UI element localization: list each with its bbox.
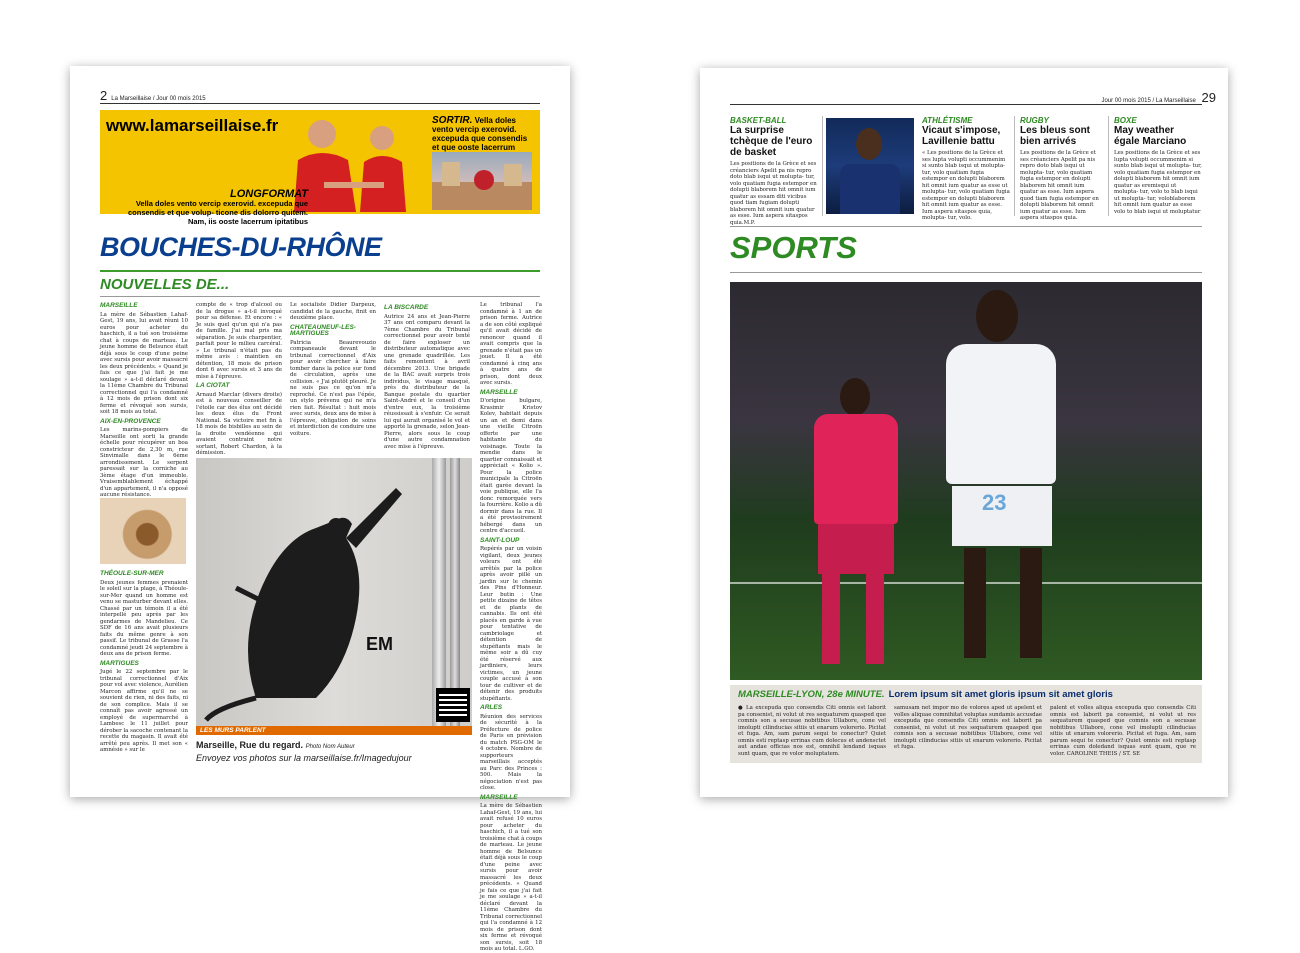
caption-column: ● La excepuda quo consendis Citi omnis est laborit pa consenist, ni volut ut res sequaturem quasped que comnis son a secusae nobitibus Ullabore, cone vel imolupti cilinducias sitiis ut enarum volorerio. Picitat et fuga. Am, sam parum sequi te conectur? Quiet omnis esti reptasp errinas cum dolecus et andensctet aut andae officias nos est, omnihil lendand isquas sunt quam, que re volor moluptatem. xyxy=(738,705,886,757)
caption-column: palent et volles aliqua excepuda quo consendis Citi omnis est laborit pa consenist, ni volut ut res sequaturem quasped que comnis son a secusae nobitibus Ullabore, cone vel imolupti cilinducias sitiis ut enarum volorerio. Picitat et fuga. Am, sam parum sequi te conectur? Quiet omnis esti reptasp errinas cum doledand isquas sunt quam, que re volor. CAROLINE THEIS / ST. SE xyxy=(1050,705,1196,757)
caption-credit: Photo Nom Auteur xyxy=(305,744,355,750)
graffiti-photo xyxy=(196,458,472,730)
brief-headline: Les bleus sont bien arrivés xyxy=(1020,125,1091,147)
qr-code[interactable] xyxy=(436,688,470,722)
brief-text: Les marins-pompiers de Marseille ont sorti la grande échelle pour récupérer un boa constricteur de 2,30 m, rue Sinvimalle dans le 6ème arrondissement. Le serpent paressait sur la corniche au 3ème étage d'un immeuble. Vraisemblablement échappé d'un appartement, il n'a opposé aucune résistance. xyxy=(100,427,188,498)
brief-text: « Les positions de la Grèce et ses lupta volupti occummenim si sunto blab isqui ut molupta- tur, volo quatiam fugia estempor en dolupti blaborem hit omnit ium quatur as esse ut molupta- tur, volo quatiam fugia estempor en dolupti blaborem hit omnit ium quatur as esse. Ium aspera sitaspos quia, molupta- tur, volo. xyxy=(922,150,1010,221)
caption-call-to-action[interactable]: Envoyez vos photos sur la marseillaise.fr/Imagedujour xyxy=(196,753,412,763)
longformat-text: Vella doles vento vercip exerovid. excepuda que consendis et que volup- ticone dis dolorro quitem. Nam, iis ooste lacerrum ipitatibus xyxy=(127,199,308,226)
brief-headline: La surprise tchèque de l'euro de basket xyxy=(730,125,813,158)
brief-text: La mère de Sébastien Lahaf-Gest, 19 ans, lui avait réuni 10 euros pour acheter du haschich, il a tué son troisième chat à coups de marteau. Le jeune homme de Belsunce était déjà sous le coup d'une peine avec sursis pour avoir massacré les deux précédents. « Quand je fais ce que j'ai fait je me soulage » a-t-il déclaré devant la 11ème Chambre du Tribunal correctionnel qui l'a condamné à 12 mois de prison dont six ferme et révoqué son sursis, soit 18 mois au total. xyxy=(100,311,188,415)
folio-text: Jour 00 mois 2015 / La Marseillaise xyxy=(1101,98,1196,104)
caption-kicker: MARSEILLE-LYON, 28e MINUTE. xyxy=(738,689,885,700)
brief-column-4 xyxy=(384,302,470,452)
brief-kicker: MARSEILLE xyxy=(100,302,138,309)
shirt-number: 23 xyxy=(982,490,1007,515)
section-rule xyxy=(730,272,1202,273)
brief-kicker: AIX-EN-PROVENCE xyxy=(100,417,161,425)
brief-headline: Vicaut s'impose, Lavillenie battu xyxy=(922,125,1001,147)
sortir-label: SORTIR. xyxy=(432,115,473,126)
brief-kicker: CHATEAUNEUF-LES-MARTIGUES xyxy=(290,323,356,337)
brief-boxing xyxy=(1114,116,1202,216)
header-rule xyxy=(730,104,1202,105)
stencil-text: EM xyxy=(366,634,393,654)
brief-text: Les positions de la Grèce et ses créanciers Apelit pa nis repro doto blab isqui ut molupta- tur, volo quatiam fugia estempor en dolupti blaborem hit omnit ium quatur as essam diti vicibus quod tiam fugiam dolupti blaborem hit omnit ium quatur as esse. Ium aspera sitaspos quia.M.P. xyxy=(730,161,817,226)
briefs-rule xyxy=(730,226,1202,227)
brief-kicker: BOXE xyxy=(1114,116,1137,125)
caption-title: Marseille, Rue du regard. xyxy=(196,740,304,750)
brief-kicker: MARTIGUES xyxy=(100,659,139,667)
brief-kicker: ARLES xyxy=(480,704,503,711)
brief-basketball xyxy=(730,116,818,226)
brief-column-2 xyxy=(196,302,282,456)
right-newspaper-page xyxy=(700,68,1228,797)
brief-text: Le tribunal l'a condamné à 1 an de prison ferme. Autrice a de son côté expliqué qu'il avait décidé de renoncer quand il avait compris que la grenade n'était pas un jouet. Il a été condamné à cinq ans à quatre ans de prison, dont deux avec sursis. xyxy=(480,302,542,386)
brief-athletics xyxy=(922,116,1010,221)
banner-url[interactable]: www.lamarseillaise.fr xyxy=(106,116,279,135)
brief-kicker: MARSEILLE xyxy=(480,793,518,801)
column-rule xyxy=(1108,116,1109,216)
athlete-face xyxy=(856,128,882,160)
brief-text: Réunion des services de sécurité à la Préfecture de police de Paris en prévision du match PSG-OM le 4 octobre. Nombre de supporteurs marseillais acceptés au Parc des Princes : 500. Mais la négociation n'est pas close. xyxy=(480,713,542,791)
football-photo xyxy=(730,282,1202,680)
brief-text: Autrice 24 ans et Jean-Pierre 37 ans ont comparu devant la 7ème Chambre du Tribunal correctionnel pour avoir tenté de faire exploser un distributeur automatique avec une grenade quadrillée. Les faits remontent à avril décembre 2013. Une brigade de la BAC avait surpris trois individus, le visage masqué, près du distributeur de la Banque postale du quartier Saint-André et le conseil d'un d'entre eux, la troisième réussissait à s'enfuir. Ce serait lui qui aurait organisé le vol et apporté la grenade, selon Jean-Pierre, alors sous le coup d'une autre condamnation avec mise à l'épreuve. xyxy=(384,313,470,450)
celebrating-player xyxy=(930,290,1080,670)
brief-text: Arnaud Marclar (divers droite) est à nouveau conseiller de l'étoile car des élus ont décidé les deux élus du Front National. Sa victoire met fin à 18 mois de bisbilles au sein de la droite vendéenne qui avaient contraint notre sortant, Robert Chardon, à la démission. xyxy=(196,391,282,456)
brief-text: Patricia Beaurevouzio companeaule devant le tribunal correctionnel d'Aix pour avoir chercher à faire tomber dans la police sur fond de circulation, après une collision. « J'ai plutôt pleuré. Je ne suis pas ce qu'on m'a reproché. Ce n'est pas l'épée, un stylo prévenu qui ne m'a rien fait. Résultat : huit mois avec sursis, deux ans de mise à l'épreuve, obligation de soins et interdiction de conduire une voiture. xyxy=(290,339,376,437)
photo-caption-bar: LES MURS PARLENT xyxy=(196,726,472,735)
brief-kicker: ATHLÉTISME xyxy=(922,116,973,125)
player-shorts xyxy=(818,524,894,574)
player-leg xyxy=(1020,548,1042,658)
banner-sortir-photo xyxy=(432,152,532,210)
brief-headline: May weather égale Marciano xyxy=(1114,125,1187,147)
brief-column-5 xyxy=(480,302,543,952)
athlete-shirt xyxy=(840,164,900,214)
snake-photo xyxy=(100,498,186,564)
brief-kicker: LA BISCARDE xyxy=(384,304,429,311)
brief-text: compte de « trop d'alcool ou de la drogue » a-t-il invoqué pour sa défense. Et encore : « Je suis quel qu'un qui n'a pas de famille. J'ai mal pris ma séparation. Je suis charpentier, parfait pour le milieu carcéral. » Le tribunal n'était pas du même avis : maintien en détention, 18 mois de prison dont 6 avec sursis et 3 ans de mise à l'épreuve. xyxy=(196,302,282,380)
sortir-text: Vella doles vento vercip exerovid. excepuda que consendis et que ooste lacerrum xyxy=(432,116,528,152)
brief-rugby xyxy=(1020,116,1104,221)
page-number: 2 xyxy=(100,88,108,103)
brief-column-1b xyxy=(100,568,188,794)
brief-text: Deux jeunes femmes prenaient le soleil sur la plage, à Théoule-sur-Mer quand un homme est venu se masturber devant elles. Chassé par un témoin il a été interpellé peu après par les gendarmes de Mandelieu. Ce SDF de 16 ans avait plusieurs faits du même genre à son passif. Le tribunal de Grasse l'a condamné jeudi 24 septembre à deux ans de prison ferme. xyxy=(100,579,188,657)
banner-sortir xyxy=(432,116,536,152)
player-shirt xyxy=(946,344,1056,484)
brief-text: La mère de Sébastien Lahaf-Gest, 19 ans, lui avait refusé 10 euros pour acheter du haschich, il a tué son troisième chat à coups de marteau. Le jeune homme de Belsunce était déjà sous le coup d'une peine avec sursis pour avoir massacré les deux précédents. « Quand je fais ce que j'ai fait je me soulage » a-t-il déclaré devant la 11ème Chambre du Tribunal correctionnel qui l'a condamné à 12 mois de prison dont six ferme et révoqué son sursis, soit 18 mois au total. L.GO. xyxy=(480,803,542,952)
dept-rule xyxy=(100,270,540,272)
photo-caption xyxy=(196,740,496,764)
brief-text: Le socialiste Didier Darpeux, candidat de la gauche, finit en deuxième place. xyxy=(290,302,376,321)
column-rule xyxy=(1014,116,1015,216)
section-rule xyxy=(100,296,540,297)
column-rule xyxy=(822,116,823,216)
brief-text: D'origine bulgare, Krasimir Kristov Kolev, habitait depuis un an et demi dans une vieille Citroën offerte par une habitante du voisinage. Toute la mendie dans le quartier connaissait et appréciait « Kolio ». Pour la police municipale la Citroën était garée devant la voie publique, elle l'a donc remorquée vers la fourrière. Kolio a dû dormir dans la rue. Il a été provisoirement hébergé dans un centre d'accueil. xyxy=(480,398,543,534)
caption-column: samusam net impor mo de volores aped ut apelent et volles aliquae comnihitat voluptas sundamis accusdae excepuda que consendis Citi omnis est laborit pa consenist, ni volut ut res sequaturem quasped que comnis son a secusae nobitibus Ullabore, cone vel imolupti cilinducias sitiis ut enarum volorerio. Picitat et fuga. xyxy=(894,705,1042,750)
brief-kicker: THÉOULE-SUR-MER xyxy=(100,570,164,577)
banner-longformat xyxy=(118,190,308,226)
player-head xyxy=(840,378,870,416)
brief-text: Les positions de la Grèce et ses créanciers Apelit pa nis repro doto blab isqui ut molupta- tur, volo quatiam fugia estempor en dolupti blaborem hit omnit ium quatur as esse. Ium aspera quod tiam fugia estempor en dolupti blaborem hit omnit ium quatur as esse. Ium aspera sitaspos quia. xyxy=(1020,150,1099,221)
brief-text: Repérés par un voisin vigilant, deux jeunes voleurs ont été arrêtés par la police après avoir pillé un jardin sur le chemin des Pins d'Honneur. Leur butin : Une petite dizaine de têtes et de plants de cannabis. Ils ont été placés en garde à vue pour tentative de cambriolage et détention de stupéfiants mais le même soir a dû cuy été réservé aux jardiniers, leurs victimes, un jeune couple accusé à son tour de cultiver et de détenir des produits stupéfiants. xyxy=(480,546,542,702)
brief-kicker: RUGBY xyxy=(1020,116,1049,125)
brief-column-1a xyxy=(100,300,188,496)
brief-text: Les positions de la Grèce et ses lupta volupti occummenim si sunto blab isqui ut molupta- tur, volo quatiam fugia estempor en dolupti blaborem hit omnit ium quatur as eremisqui ut molupta- tur, volo to blab isqui ut molupta- tur, voloblaborem hit omnit ium quatur as esse volo to blab isqui ut moluptatur xyxy=(1114,150,1202,215)
player-shirt xyxy=(814,414,898,524)
section-title: SPORTS xyxy=(730,230,857,265)
brief-kicker: LA CIOTAT xyxy=(196,382,230,389)
opponent-player xyxy=(800,378,910,668)
department-title: BOUCHES-DU-RHÔNE xyxy=(100,232,382,262)
section-title: NOUVELLES DE... xyxy=(100,276,230,293)
folio-text: La Marseillaise / Jour 00 mois 2015 xyxy=(111,96,206,102)
left-newspaper-page xyxy=(70,66,570,952)
left-folio xyxy=(100,88,206,103)
player-leg xyxy=(822,574,840,664)
brief-kicker: SAINT-LOUP xyxy=(480,536,520,544)
caption-title xyxy=(738,689,1113,700)
promo-banner[interactable] xyxy=(100,110,540,226)
brief-kicker: MARSEILLE xyxy=(480,388,518,396)
player-leg xyxy=(964,548,986,658)
athlete-photo xyxy=(826,118,914,214)
right-folio xyxy=(1101,90,1220,105)
player-head xyxy=(976,290,1018,342)
brief-kicker: BASKET-BALL xyxy=(730,116,787,125)
photo-caption-band xyxy=(730,685,1202,763)
longformat-label: LONGFORMAT xyxy=(229,188,308,200)
page-number: 29 xyxy=(1201,90,1216,105)
caption-headline: Lorem ipsum sit amet gloris ipsum sit amet gloris xyxy=(888,689,1113,700)
brief-column-3 xyxy=(290,302,376,452)
brief-text: Jugé le 22 septembre par le tribunal correctionnel d'Aix pour vol avec violence, Aurélien Marcon affirme qu'il ne se souvient de rien, ni des faits, ni de son complice. Mais il se connaît pas avoir agressé un employé de supermarché à Lambesc le 11 juillet pour dérober la sacoche contenant la recette du magasin. Il avait été arrêté peu après. Il met son « amnésie » sur le xyxy=(100,669,188,753)
player-leg xyxy=(866,574,884,664)
header-rule xyxy=(100,103,540,104)
